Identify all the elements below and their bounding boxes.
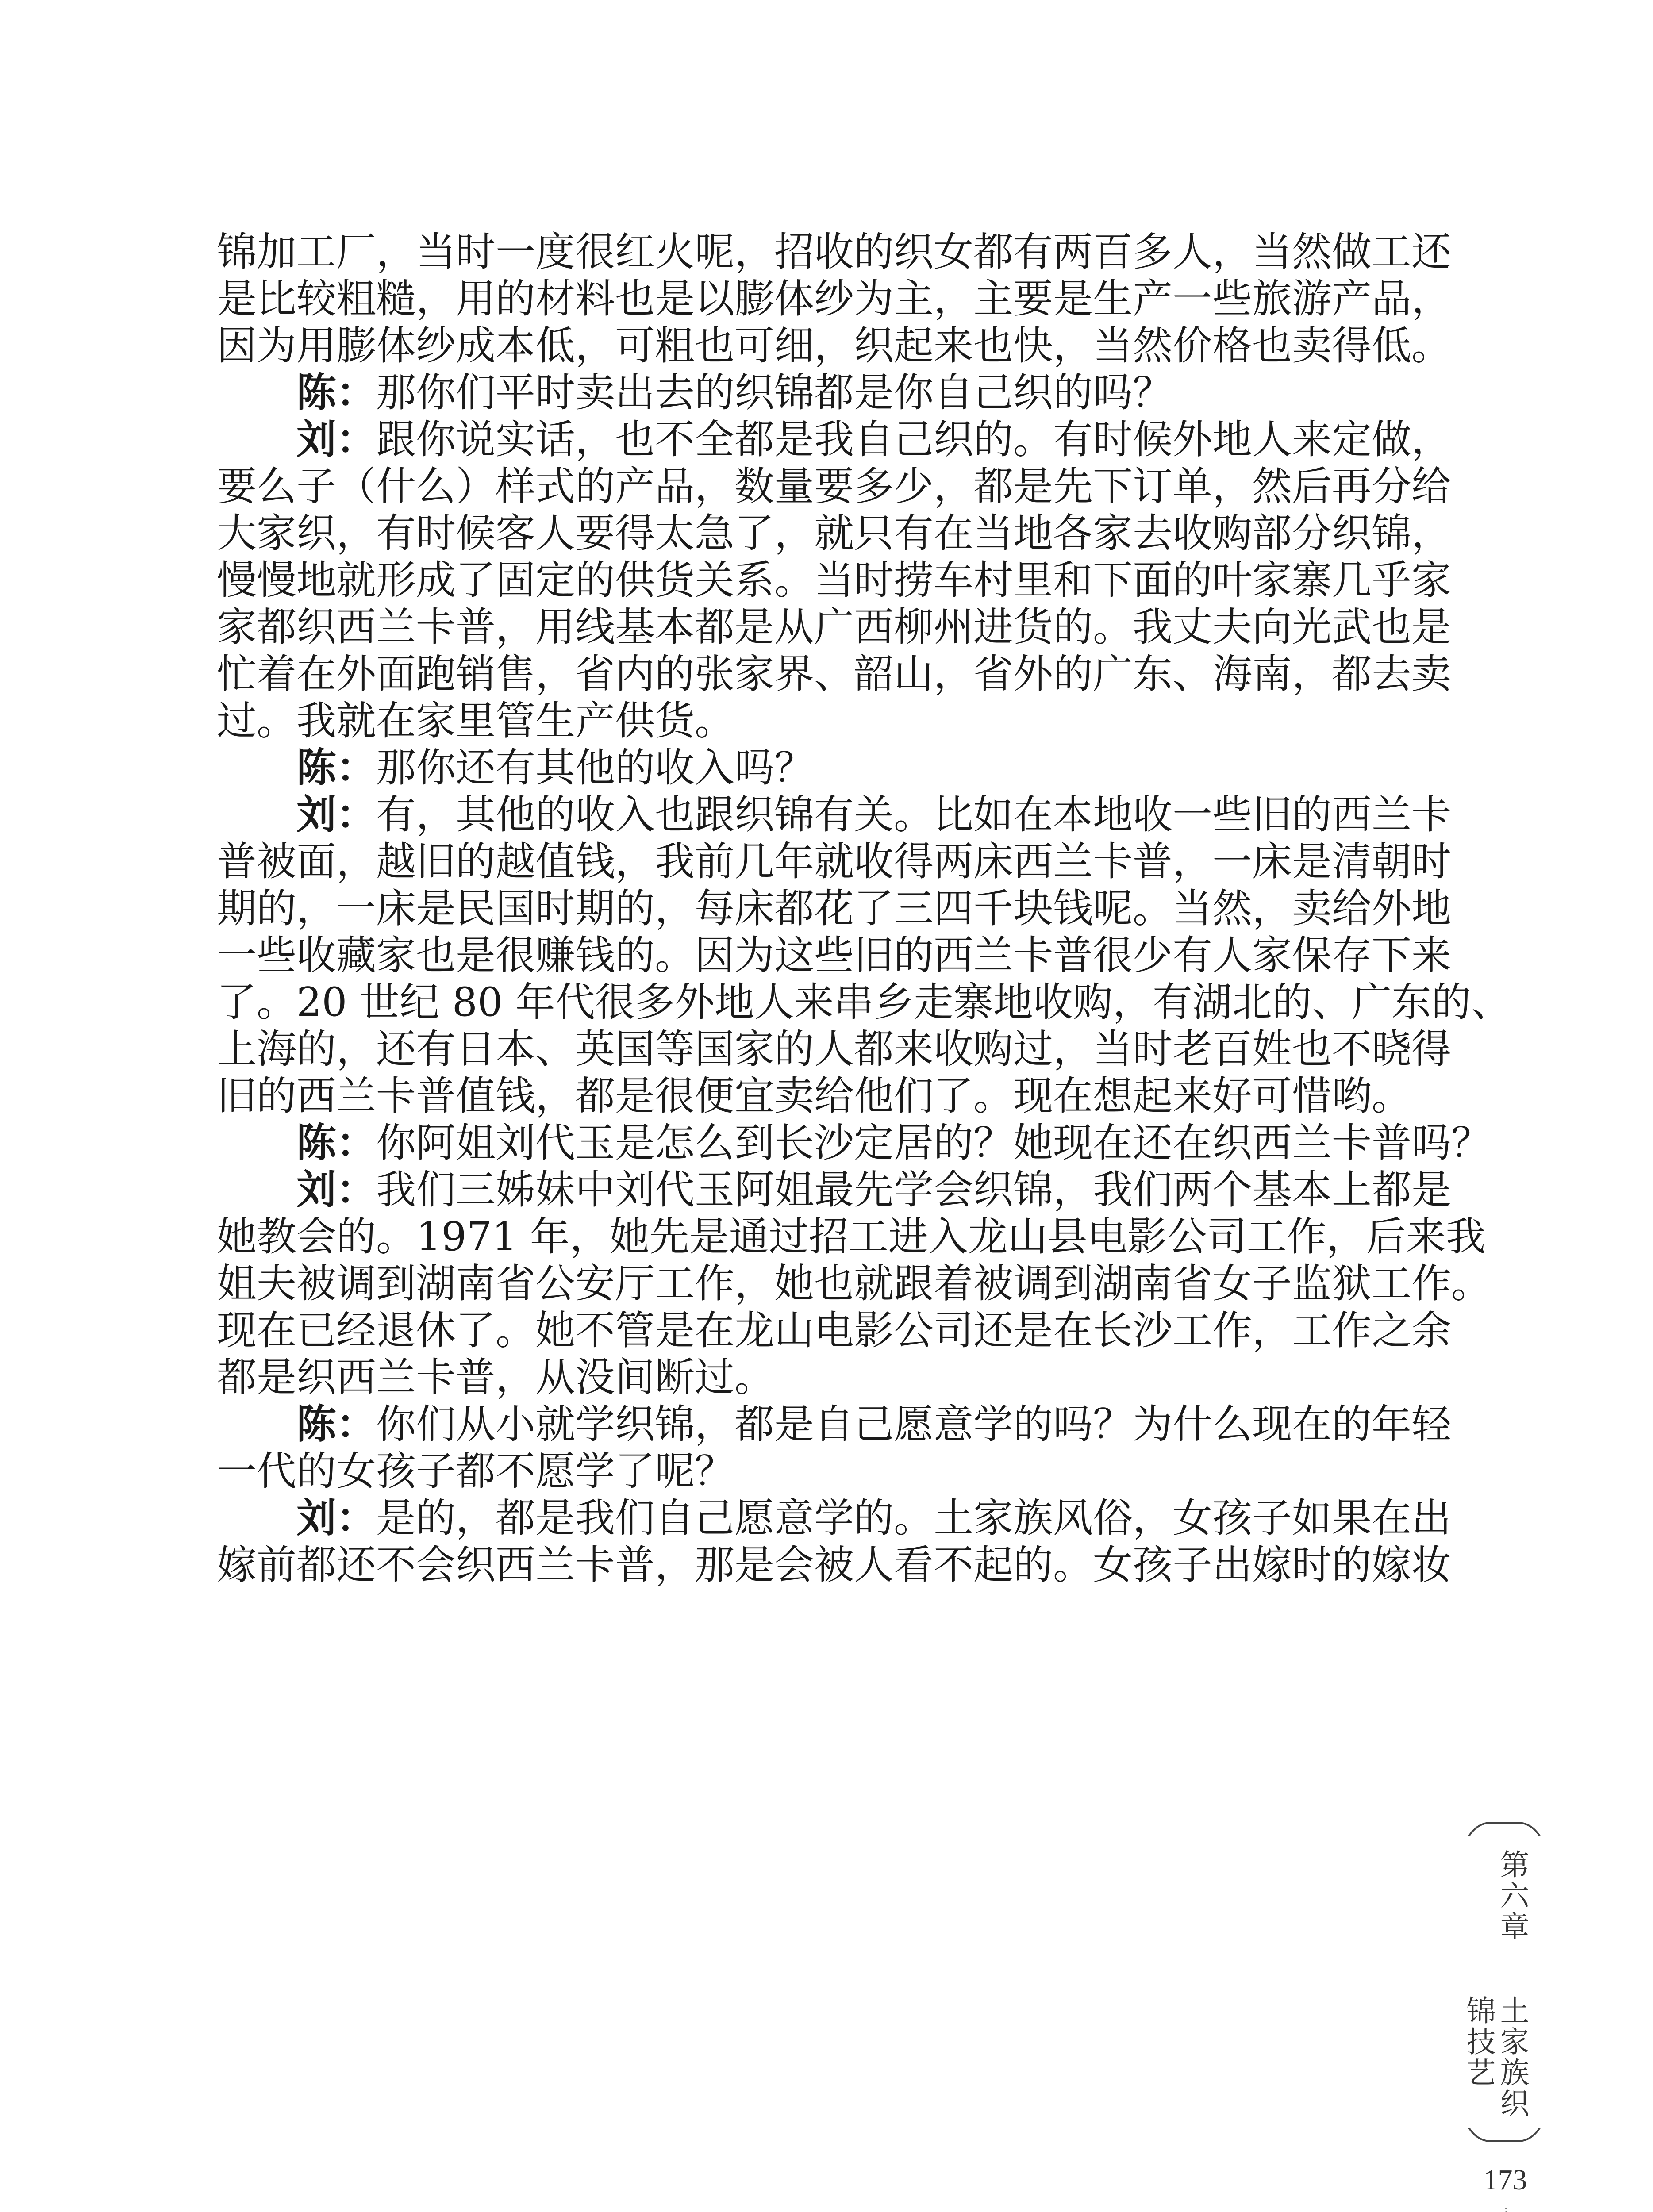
text-line: 现在已经退休了。她不管是在龙山电影公司还是在长沙工作，工作之余 (217, 1307, 1451, 1354)
text-line: 过。我就在家里管生产供货。 (217, 698, 734, 744)
question-text: 那你们平时卖出去的织锦都是你自己织的吗？ (376, 369, 1172, 416)
text-line: 她教会的。1971 年，她先是通过招工进入龙山县电影公司工作，后来我 (217, 1214, 1486, 1260)
speaker-chen: 陈： (296, 745, 376, 791)
text-line: 普被面，越旧的越值钱，我前几年就收得两床西兰卡普，一床是清朝时 (217, 838, 1451, 885)
answer-text: 有，其他的收入也跟织锦有关。比如在本地收一些旧的西兰卡 (376, 791, 1451, 838)
page-number: 173 (1483, 2164, 1527, 2196)
text-line: 都是织西兰卡普，从没间断过。 (217, 1354, 774, 1401)
text-line: 慢慢地就形成了固定的供货关系。当时捞车村里和下面的叶家寨几乎家 (217, 557, 1451, 603)
text-line: 一些收藏家也是很赚钱的。因为这些旧的西兰卡普很少有人家保存下来 (217, 932, 1451, 979)
chapter-tab (1460, 1818, 1549, 2146)
text-line: 上海的，还有日本、英国等国家的人都来收购过，当时老百姓也不晓得 (217, 1026, 1451, 1072)
question-paragraph (217, 1401, 1451, 1448)
speaker-chen: 陈： (296, 1120, 376, 1166)
text-line: 旧的西兰卡普值钱，都是很便宜卖给他们了。现在想起来好可惜哟。 (217, 1073, 1411, 1119)
text-line: 嫁前都还不会织西兰卡普，那是会被人看不起的。女孩子出嫁时的嫁妆 (217, 1542, 1451, 1588)
text-line: 因为用膨体纱成本低，可粗也可细，织起来也快，当然价格也卖得低。 (217, 323, 1451, 369)
question-text: 那你还有其他的收入吗？ (376, 745, 814, 791)
speaker-liu: 刘： (296, 416, 376, 463)
answer-first-line (217, 791, 1451, 838)
question-paragraph (217, 746, 1394, 790)
text-line: 姐夫被调到湖南省公安厅工作，她也就跟着被调到湖南省女子监狱工作。 (217, 1260, 1491, 1307)
answer-first-line (217, 1167, 1451, 1213)
speaker-chen: 陈： (296, 369, 376, 416)
answer-first-line (217, 416, 1451, 463)
text-line: 大家织，有时候客人要得太急了，就只有在当地各家去收购部分织锦， (217, 510, 1451, 557)
text-line: 是比较粗糙，用的材料也是以膨体纱为主，主要是生产一些旅游产品， (217, 276, 1451, 322)
speaker-liu: 刘： (296, 791, 376, 838)
chapter-title: 土家族织锦技艺 (1461, 1995, 1529, 2119)
text-line: 期的，一床是民国时期的，每床都花了三四千块钱呢。当然，卖给外地 (217, 885, 1451, 932)
text-line: 忙着在外面跑销售，省内的张家界、韶山，省外的广东、海南，都去卖 (217, 651, 1451, 697)
answer-first-line (217, 1495, 1451, 1541)
question-paragraph (217, 371, 1394, 415)
body-text (217, 229, 1511, 1590)
answer-text: 是的，都是我们自己愿意学的。土家族风俗，女孩子如果在出 (376, 1495, 1451, 1541)
dotted-rule (1505, 2208, 1507, 2212)
chapter-label: 第六章 (1495, 1849, 1529, 1942)
text-line: 锦加工厂，当时一度很红火呢，招收的织女都有两百多人，当然做工还 (217, 229, 1451, 275)
question-paragraph (217, 1120, 1491, 1166)
answer-text: 跟你说实话，也不全都是我自己织的。有时候外地人来定做， (376, 416, 1451, 463)
question-text: 你们从小就学织锦，都是自己愿意学的吗？为什么现在的年轻 (376, 1401, 1451, 1448)
text-line: 要么子（什么）样式的产品，数量要多少，都是先下订单，然后再分给 (217, 463, 1451, 510)
text-line: 家都织西兰卡普，用线基本都是从广西柳州进货的。我丈夫向光武也是 (217, 604, 1451, 650)
answer-text: 我们三姊妹中刘代玉阿姐最先学会织锦，我们两个基本上都是 (376, 1167, 1451, 1213)
text-line: 了。20 世纪 80 年代很多外地人来串乡走寨地收购，有湖北的、广东的、 (217, 979, 1511, 1025)
speaker-chen: 陈： (296, 1401, 376, 1448)
question-text: 你阿姐刘代玉是怎么到长沙定居的？她现在还在织西兰卡普吗？ (376, 1120, 1491, 1166)
speaker-liu: 刘： (296, 1167, 376, 1213)
speaker-liu: 刘： (296, 1495, 376, 1541)
question-continuation: 一代的女孩子都不愿学了呢？ (217, 1448, 734, 1494)
